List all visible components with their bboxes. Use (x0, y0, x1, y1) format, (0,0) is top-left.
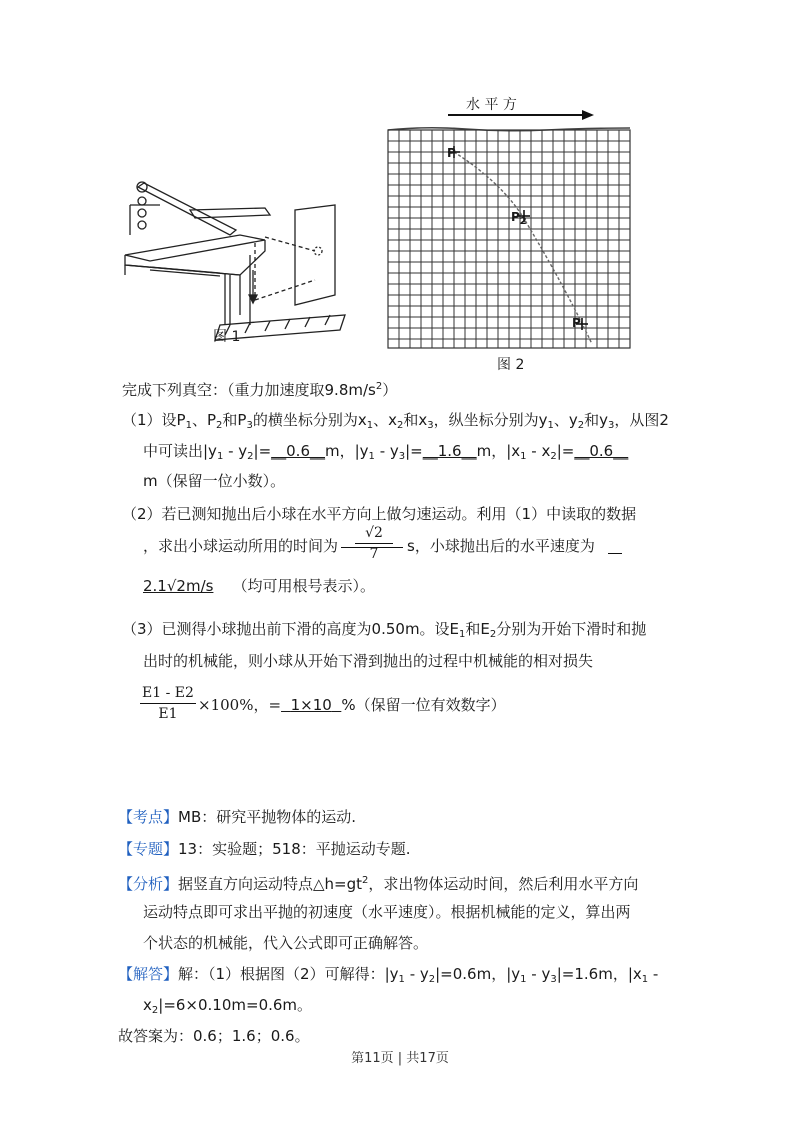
fenxi-line-2: 运动特点即可求出平抛的初速度（水平速度）。根据机械能的定义，算出两 (143, 903, 631, 921)
grid-trajectory-plot (386, 124, 632, 350)
jieda-tag: 【解答】 (118, 965, 179, 983)
fenxi-line-3: 个状态的机械能，代入公式即可正确解答。 (143, 934, 429, 952)
fenxi-line-1: 【分析】据竖直方向运动特点$\triangle h=gt^2$，求出物体运动时间，然后利用水平方向 (118, 875, 639, 893)
q3-loss-fraction: $\frac{E1 - E2}{E1}$ (140, 683, 196, 724)
q1-line-1: （1）设$P_1$、$P_2$和$P_3$的横坐标分别为$x_1$、$x_2$和$x_3$，纵坐标分别为$y_1$、$y_2$和$y_3$，从图2 (122, 411, 669, 431)
q2-time-fraction: $\frac{√2}{7}$ (355, 523, 393, 564)
jieda-line-2: $x_2|=6\times 0.10m=0.6m$。 (143, 996, 313, 1016)
arrow-right-icon (446, 108, 596, 122)
q3-line-1: （3）已测得小球抛出前下滑的高度为0.50m。设$E_1$和$E_2$分别为开始下滑时和抛 (122, 620, 647, 640)
q2-line-2a: ，求出小球运动所用的时间为 (143, 537, 339, 555)
kaodian-line: 【考点】MB：研究平抛物体的运动. (118, 808, 357, 826)
q2-line-3: 2.1√2m/s （均可用根号表示）。 (143, 577, 376, 595)
q3-line-3: ×100%，= 1×10 %（保留一位有效数字） (198, 696, 506, 714)
q1-line-3: m（保留一位小数）。 (143, 472, 286, 490)
page-footer: 第11页 | 共17页 (351, 1051, 449, 1066)
q2-line-1: （2）若已测知抛出后小球在水平方向上做匀速运动。利用（1）中读取的数据 (122, 505, 637, 523)
answer-y1-y3: __1.6__ (422, 442, 477, 460)
intro-line: 完成下列真空：（重力加速度取$9.8m/s^2$） (122, 381, 398, 399)
q1-line-2: 中可读出$|y_1$ - $y_2|=\_\_0.6\_\_m$，$|y_1$ - $y_3|=\_\_1.6\_\_m$，$|x_1$ - $x_2|=\_\_0.6\_\_$ (143, 442, 629, 462)
figure-2-arrow-label: 水 平 方 (466, 97, 517, 113)
zhuanti-line: 【专题】13：实验题；518：平抛运动专题. (118, 840, 411, 858)
figure-2 (386, 124, 632, 350)
answer-line: 故答案为：0.6；1.6；0.6。 (118, 1027, 310, 1045)
q2-line-2b: s，小球抛出后的水平速度为 (407, 537, 595, 555)
figure-1-caption: 图 1 (213, 329, 241, 345)
answer-x1-x2: __0.6__ (574, 442, 629, 460)
answer-velocity: 2.1√2m/s (143, 577, 214, 595)
q2-velocity-blank (608, 553, 622, 554)
fenxi-tag: 【分析】 (118, 875, 179, 893)
zhuanti-tag: 【专题】 (118, 840, 179, 858)
answer-energy-loss: 1×10 (290, 696, 332, 714)
point-p2-label: $P_2$ (511, 210, 527, 227)
figure-2-caption: 图 2 (497, 357, 525, 373)
q3-line-2: 出时的机械能，则小球从开始下滑到抛出的过程中机械能的相对损失 (143, 652, 594, 670)
jieda-line-1: 【解答】解：（1）根据图（2）可解得：$|y_1 - y_2|=0.6m$，$|y_1 - y_3|=1.6m$，$|x_1$ - (118, 965, 659, 985)
point-p3-label: P (572, 316, 581, 330)
point-p1-label: P (447, 146, 456, 160)
kaodian-tag: 【考点】 (118, 808, 179, 826)
q2-time-blank (341, 547, 403, 548)
answer-y1-y2: __0.6__ (271, 442, 325, 460)
